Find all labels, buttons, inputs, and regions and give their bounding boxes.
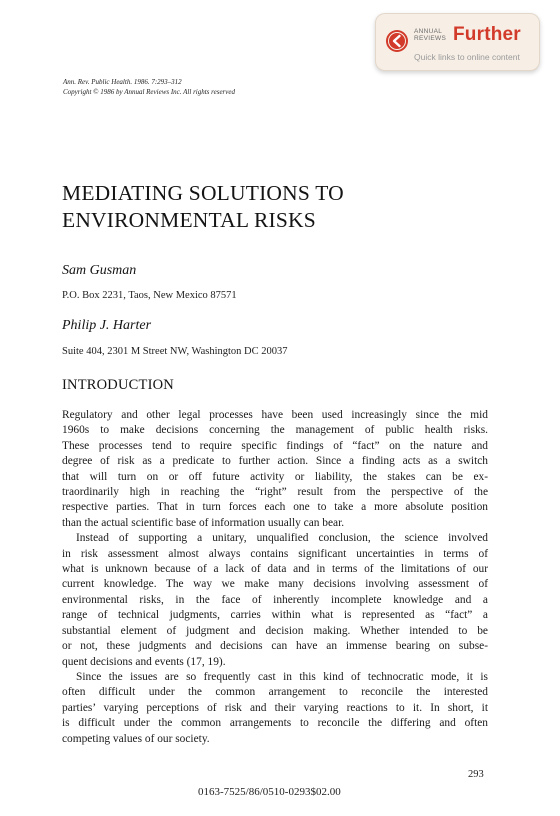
body-line: Regulatory and other legal processes have been used increasingly since the mid: [62, 409, 488, 421]
body-line: Since the issues are so frequently cast in this kind of technocratic mode, it is: [76, 670, 488, 683]
page-number: 293: [468, 769, 484, 780]
author-address: Suite 404, 2301 M Street NW, Washington DC 20037: [62, 346, 288, 357]
body-line: that will turn on or off future activity or liability, the stakes can be ex-: [62, 470, 488, 483]
body-line: than the actual scientific base of information usually can bear.: [62, 516, 345, 529]
body-line: environmental risks, in the face of inherently incomplete knowledge and a: [62, 593, 488, 606]
body-line: quent decisions and events (17, 19).: [62, 655, 226, 668]
citation: [63, 77, 235, 97]
citation-copyright: Copyright © 1986 by Annual Reviews Inc. All rights reserved: [63, 88, 235, 96]
annual-label: ANNUAL: [414, 28, 443, 35]
article-title-line-1: MEDIATING SOLUTIONS TO: [62, 181, 344, 205]
annual-reviews-wordmark: [414, 28, 446, 42]
body-line: degree of risk as a predicate to further action. Since a finding acts as a switch: [62, 455, 488, 468]
body-line: often difficult under the common arrangement to reconcile the interested: [62, 686, 488, 699]
body-line: what is unknown because of a lack of data and in terms of the limitations of our: [62, 563, 488, 576]
body-text: [62, 408, 488, 747]
body-line: These processes tend to require specific findings of “fact” on the nature and: [62, 439, 488, 452]
body-line: traordinarily high in reaching the “right” result from the perspective of the: [62, 486, 488, 499]
body-line: 1960s to make decisions concerning the management of public health risks.: [62, 424, 488, 437]
article-title: [62, 180, 344, 234]
section-heading: INTRODUCTION: [62, 377, 174, 393]
further-arrow-icon: [385, 29, 409, 53]
reviews-label: REVIEWS: [414, 35, 447, 42]
footer-code: 0163-7525/86/0510-0293$02.00: [198, 786, 341, 798]
body-line: parties’ varying perceptions of risk and their varying reactions to it. In short, it: [62, 701, 488, 714]
body-line: range of technical judgments, carries within what is represented as “fact” a: [62, 609, 488, 622]
body-line: competing values of our society.: [62, 732, 210, 745]
body-line: substantial element of judgment and decision making. Whether intended to be: [62, 624, 488, 637]
body-line: or not, these judgments and decisions can have an immense bearing on subse-: [62, 640, 488, 653]
further-subtitle: Quick links to online content: [414, 52, 520, 62]
body-line: Instead of supporting a unitary, unqualified conclusion, the science involved: [76, 532, 488, 545]
article-title-line-2: ENVIRONMENTAL RISKS: [62, 208, 316, 232]
body-line: current knowledge. The way we make many decisions involving assessment of: [62, 578, 488, 591]
citation-journal: Ann. Rev. Public Health. 1986. 7:293–312: [63, 78, 182, 86]
further-wordmark: Further: [453, 24, 521, 45]
body-line: respective parties. That in turn forces each one to take a more absolute position: [62, 501, 488, 514]
author-name: Sam Gusman: [62, 263, 137, 278]
further-badge[interactable]: [375, 13, 540, 71]
author-address: P.O. Box 2231, Taos, New Mexico 87571: [62, 290, 237, 301]
author-name: Philip J. Harter: [62, 318, 152, 333]
body-line: in risk assessment almost always contains significant uncertainties in terms of: [62, 547, 488, 560]
body-line: is difficult under the common arrangements to reconcile the differing and often: [62, 717, 488, 730]
